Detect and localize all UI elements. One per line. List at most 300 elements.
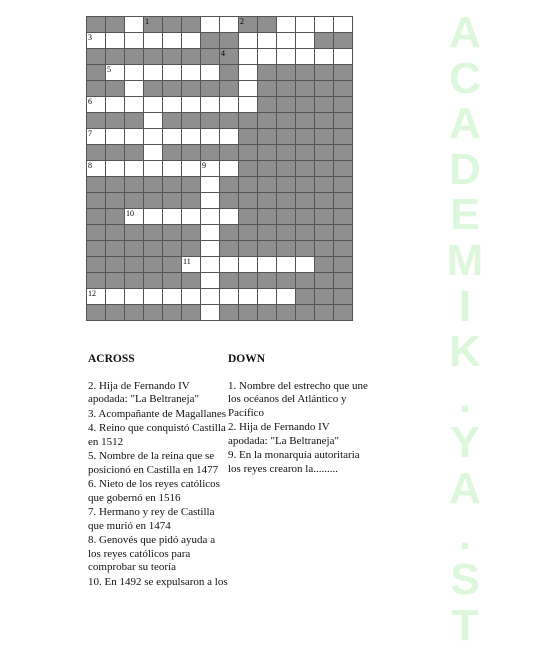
grid-block (258, 209, 277, 225)
grid-block (106, 273, 125, 289)
grid-cell[interactable] (201, 193, 220, 209)
grid-cell[interactable] (125, 289, 144, 305)
grid-block (106, 81, 125, 97)
grid-cell[interactable] (106, 65, 125, 81)
grid-cell[interactable] (239, 33, 258, 49)
grid-cell[interactable] (106, 97, 125, 113)
grid-block (258, 113, 277, 129)
grid-row (87, 33, 353, 49)
across-clue: 2. Hija de Fernando IV apodada: "La Beltraneja" (88, 379, 199, 405)
grid-cell[interactable] (182, 65, 201, 81)
grid-cell[interactable] (296, 33, 315, 49)
grid-block (220, 241, 239, 257)
grid-block (239, 241, 258, 257)
grid-block (220, 145, 239, 161)
grid-block (334, 113, 353, 129)
grid-block (315, 81, 334, 97)
grid-block (182, 177, 201, 193)
grid-block (106, 113, 125, 129)
grid-block (87, 17, 106, 33)
grid-cell[interactable] (182, 289, 201, 305)
across-clue: 10. En 1492 se expulsaron a los (88, 575, 228, 588)
watermark-letter: C (449, 53, 481, 103)
grid-cell[interactable] (220, 97, 239, 113)
grid-block (87, 145, 106, 161)
clue-number: 5 (107, 65, 111, 74)
grid-block (239, 145, 258, 161)
grid-cell[interactable] (182, 257, 201, 273)
grid-block (87, 305, 106, 321)
grid-block (220, 113, 239, 129)
watermark-letter: A (449, 99, 481, 149)
grid-block (296, 81, 315, 97)
grid-block (87, 209, 106, 225)
grid-block (144, 81, 163, 97)
clue-number: 2 (240, 17, 244, 26)
grid-cell[interactable] (277, 49, 296, 65)
grid-block (125, 241, 144, 257)
grid-block (163, 257, 182, 273)
grid-row (87, 257, 353, 273)
grid-cell[interactable] (201, 161, 220, 177)
grid-block (87, 49, 106, 65)
grid-cell[interactable] (144, 33, 163, 49)
watermark-letter: E (450, 190, 480, 240)
grid-cell[interactable] (87, 97, 106, 113)
grid-block (315, 257, 334, 273)
grid-block (182, 305, 201, 321)
grid-block (144, 241, 163, 257)
grid-block (144, 17, 163, 33)
grid-cell[interactable] (258, 49, 277, 65)
grid-block (201, 81, 220, 97)
grid-cell[interactable] (125, 97, 144, 113)
grid-block (182, 49, 201, 65)
down-clue: 9. En la monarquía autoritaria los reyes crearon la......... (228, 449, 360, 475)
grid-block (334, 193, 353, 209)
clue-number: 3 (88, 33, 92, 42)
grid-block (125, 305, 144, 321)
grid-cell[interactable] (144, 289, 163, 305)
grid-block (87, 177, 106, 193)
grid-cell[interactable] (334, 49, 353, 65)
grid-cell[interactable] (296, 17, 315, 33)
grid-block (296, 289, 315, 305)
grid-row (87, 65, 353, 81)
grid-block (163, 193, 182, 209)
grid-block (315, 209, 334, 225)
grid-block (182, 145, 201, 161)
grid-cell[interactable] (239, 65, 258, 81)
grid-cell[interactable] (87, 33, 106, 49)
watermark-letter: K (449, 327, 481, 377)
grid-block (296, 97, 315, 113)
grid-cell[interactable] (201, 273, 220, 289)
grid-block (239, 177, 258, 193)
grid-cell[interactable] (201, 177, 220, 193)
grid-block (201, 113, 220, 129)
grid-block (258, 129, 277, 145)
grid-row (87, 161, 353, 177)
grid-block (87, 241, 106, 257)
grid-row (87, 193, 353, 209)
grid-cell[interactable] (201, 129, 220, 145)
grid-block (106, 257, 125, 273)
grid-cell[interactable] (144, 145, 163, 161)
grid-block (163, 81, 182, 97)
grid-cell[interactable] (277, 289, 296, 305)
grid-block (277, 129, 296, 145)
grid-cell[interactable] (125, 129, 144, 145)
grid-row (87, 241, 353, 257)
grid-cell[interactable] (315, 49, 334, 65)
grid-block (239, 225, 258, 241)
across-heading: ACROSS (88, 353, 135, 365)
grid-cell[interactable] (163, 289, 182, 305)
watermark-letter: T (451, 600, 479, 650)
grid-block (296, 145, 315, 161)
grid-cell[interactable] (144, 113, 163, 129)
grid-cell[interactable] (106, 289, 125, 305)
grid-block (220, 49, 239, 65)
grid-block (125, 113, 144, 129)
grid-cell[interactable] (163, 161, 182, 177)
grid-block (334, 305, 353, 321)
grid-cell[interactable] (163, 209, 182, 225)
grid-cell[interactable] (296, 49, 315, 65)
grid-block (239, 17, 258, 33)
grid-block (296, 241, 315, 257)
down-clues (228, 353, 368, 477)
grid-cell[interactable] (220, 161, 239, 177)
grid-cell[interactable] (334, 17, 353, 33)
grid-block (239, 193, 258, 209)
grid-cell[interactable] (239, 97, 258, 113)
grid-block (163, 305, 182, 321)
grid-block (277, 305, 296, 321)
across-clue: 4. Reino que conquistó Castilla en 1512 (88, 422, 226, 448)
grid-cell[interactable] (296, 257, 315, 273)
grid-cell[interactable] (144, 161, 163, 177)
grid-block (315, 305, 334, 321)
across-clue: 6. Nieto de los reyes católicos que gobernó en 1516 (88, 478, 220, 504)
grid-block (163, 113, 182, 129)
grid-block (315, 193, 334, 209)
grid-block (315, 273, 334, 289)
grid-block (296, 161, 315, 177)
grid-cell[interactable] (125, 17, 144, 33)
grid-block (182, 273, 201, 289)
grid-cell[interactable] (201, 209, 220, 225)
grid-block (296, 129, 315, 145)
grid-block (277, 113, 296, 129)
grid-block (334, 145, 353, 161)
down-clue: 1. Nombre del estrecho que une los océanos del Atlántico y Pacífico (228, 379, 368, 419)
clue-number: 6 (88, 97, 92, 106)
grid-cell[interactable] (125, 209, 144, 225)
grid-block (220, 81, 239, 97)
grid-cell[interactable] (258, 33, 277, 49)
grid-cell[interactable] (163, 97, 182, 113)
grid-cell[interactable] (182, 209, 201, 225)
grid-block (334, 273, 353, 289)
watermark-letter: A (449, 8, 481, 57)
grid-block (220, 193, 239, 209)
grid-block (277, 177, 296, 193)
grid-cell[interactable] (201, 289, 220, 305)
grid-block (125, 49, 144, 65)
grid-block (239, 273, 258, 289)
clue-number: 4 (221, 49, 225, 58)
grid-block (296, 273, 315, 289)
grid-cell[interactable] (144, 65, 163, 81)
grid-block (163, 49, 182, 65)
watermark-letter: . (458, 372, 472, 422)
watermark-letter: . (458, 509, 472, 559)
grid-cell[interactable] (182, 161, 201, 177)
grid-block (258, 193, 277, 209)
grid-block (106, 17, 125, 33)
grid-block (334, 257, 353, 273)
clue-number: 7 (88, 129, 92, 138)
grid-block (125, 273, 144, 289)
grid-block (220, 225, 239, 241)
grid-block (315, 161, 334, 177)
grid-cell[interactable] (87, 161, 106, 177)
grid-block (334, 97, 353, 113)
grid-row (87, 129, 353, 145)
grid-block (258, 273, 277, 289)
grid-cell[interactable] (258, 289, 277, 305)
grid-block (144, 193, 163, 209)
grid-block (106, 145, 125, 161)
grid-block (334, 65, 353, 81)
grid-cell[interactable] (144, 97, 163, 113)
grid-block (258, 97, 277, 113)
across-clues (88, 353, 228, 625)
grid-cell[interactable] (125, 33, 144, 49)
watermark-letter: Y (450, 418, 480, 468)
grid-row (87, 273, 353, 289)
grid-block (334, 161, 353, 177)
clue-number: 9 (202, 161, 206, 170)
grid-cell[interactable] (220, 209, 239, 225)
grid-block (239, 161, 258, 177)
watermark-letter: A (449, 463, 481, 513)
grid-block (201, 33, 220, 49)
grid-block (163, 145, 182, 161)
grid-block (315, 97, 334, 113)
grid-block (87, 273, 106, 289)
grid-block (296, 177, 315, 193)
watermark-letter: S (450, 555, 480, 605)
grid-block (182, 81, 201, 97)
grid-block (277, 225, 296, 241)
grid-block (144, 257, 163, 273)
grid-block (296, 113, 315, 129)
grid-block (334, 177, 353, 193)
grid-cell[interactable] (182, 129, 201, 145)
watermark-letter: I (458, 281, 472, 331)
grid-block (144, 305, 163, 321)
grid-block (334, 33, 353, 49)
grid-block (125, 225, 144, 241)
grid-block (144, 49, 163, 65)
grid-row (87, 209, 353, 225)
grid-block (315, 177, 334, 193)
grid-cell[interactable] (239, 49, 258, 65)
clue-number: 1 (145, 17, 149, 26)
grid-row (87, 225, 353, 241)
grid-cell[interactable] (87, 289, 106, 305)
clue-number: 10 (126, 209, 134, 218)
grid-block (277, 161, 296, 177)
grid-block (144, 273, 163, 289)
grid-block (258, 305, 277, 321)
grid-block (315, 225, 334, 241)
grid-block (220, 65, 239, 81)
grid-cell[interactable] (144, 209, 163, 225)
grid-block (334, 225, 353, 241)
grid-block (220, 177, 239, 193)
grid-block (239, 305, 258, 321)
grid-block (258, 81, 277, 97)
grid-block (277, 273, 296, 289)
grid-block (182, 225, 201, 241)
grid-cell[interactable] (277, 33, 296, 49)
grid-block (125, 257, 144, 273)
grid-cell[interactable] (125, 81, 144, 97)
grid-block (258, 161, 277, 177)
grid-block (334, 81, 353, 97)
grid-cell[interactable] (125, 65, 144, 81)
grid-cell[interactable] (220, 289, 239, 305)
grid-block (258, 241, 277, 257)
grid-block (334, 209, 353, 225)
grid-block (220, 305, 239, 321)
grid-block (163, 273, 182, 289)
grid-row (87, 305, 353, 321)
grid-block (296, 193, 315, 209)
grid-block (315, 241, 334, 257)
grid-cell[interactable] (106, 33, 125, 49)
grid-row (87, 145, 353, 161)
grid-cell[interactable] (201, 225, 220, 241)
grid-block (125, 177, 144, 193)
grid-cell[interactable] (125, 161, 144, 177)
grid-block (87, 65, 106, 81)
grid-cell[interactable] (201, 17, 220, 33)
grid-block (106, 225, 125, 241)
grid-block (315, 289, 334, 305)
grid-cell[interactable] (182, 33, 201, 49)
grid-block (315, 113, 334, 129)
across-clue: 5. Nombre de la reina que se posicionó en Castilla en 1477 (88, 450, 219, 476)
grid-cell[interactable] (201, 65, 220, 81)
grid-block (144, 225, 163, 241)
grid-block (87, 193, 106, 209)
grid-cell[interactable] (220, 257, 239, 273)
grid-block (106, 209, 125, 225)
watermark-letter: M (446, 235, 484, 285)
grid-block (106, 49, 125, 65)
grid-cell[interactable] (201, 305, 220, 321)
grid-block (258, 65, 277, 81)
grid-cell[interactable] (106, 129, 125, 145)
grid-cell[interactable] (258, 257, 277, 273)
grid-cell[interactable] (106, 161, 125, 177)
grid-block (163, 225, 182, 241)
grid-block (220, 273, 239, 289)
grid-row (87, 97, 353, 113)
grid-cell[interactable] (144, 129, 163, 145)
grid-block (106, 305, 125, 321)
grid-block (239, 113, 258, 129)
grid-block (334, 241, 353, 257)
down-clue: 2. Hija de Fernando IV apodada: "La Beltraneja" (228, 421, 339, 447)
grid-cell[interactable] (163, 33, 182, 49)
grid-block (182, 113, 201, 129)
grid-row (87, 289, 353, 305)
grid-block (296, 65, 315, 81)
grid-block (258, 177, 277, 193)
across-clue: 8. Genovés que pidó ayuda a los reyes católicos para comprobar su teoría (88, 534, 216, 573)
grid-cell[interactable] (239, 81, 258, 97)
grid-block (220, 33, 239, 49)
grid-block (258, 17, 277, 33)
grid-block (258, 225, 277, 241)
grid-block (315, 129, 334, 145)
grid-block (125, 145, 144, 161)
grid-row (87, 81, 353, 97)
grid-block (163, 241, 182, 257)
grid-cell[interactable] (163, 129, 182, 145)
grid-cell[interactable] (201, 241, 220, 257)
grid-block (334, 129, 353, 145)
grid-cell[interactable] (315, 17, 334, 33)
grid-block (315, 33, 334, 49)
grid-block (277, 193, 296, 209)
grid-block (163, 177, 182, 193)
grid-block (239, 129, 258, 145)
grid-block (277, 209, 296, 225)
grid-cell[interactable] (220, 17, 239, 33)
grid-block (201, 145, 220, 161)
grid-cell[interactable] (87, 129, 106, 145)
grid-cell[interactable] (277, 17, 296, 33)
grid-cell[interactable] (201, 257, 220, 273)
grid-block (277, 241, 296, 257)
grid-block (182, 241, 201, 257)
grid-block (106, 241, 125, 257)
grid-cell[interactable] (220, 129, 239, 145)
grid-block (144, 177, 163, 193)
grid-cell[interactable] (239, 289, 258, 305)
across-clue: 7. Hermano y rey de Castilla que murió en 1474 (88, 506, 215, 532)
grid-cell[interactable] (277, 257, 296, 273)
grid-block (106, 177, 125, 193)
grid-cell[interactable] (182, 97, 201, 113)
grid-block (87, 113, 106, 129)
grid-block (277, 97, 296, 113)
grid-block (277, 145, 296, 161)
grid-cell[interactable] (163, 65, 182, 81)
watermark (440, 10, 490, 648)
grid-block (182, 17, 201, 33)
grid-cell[interactable] (239, 257, 258, 273)
grid-block (296, 305, 315, 321)
grid-cell[interactable] (201, 97, 220, 113)
